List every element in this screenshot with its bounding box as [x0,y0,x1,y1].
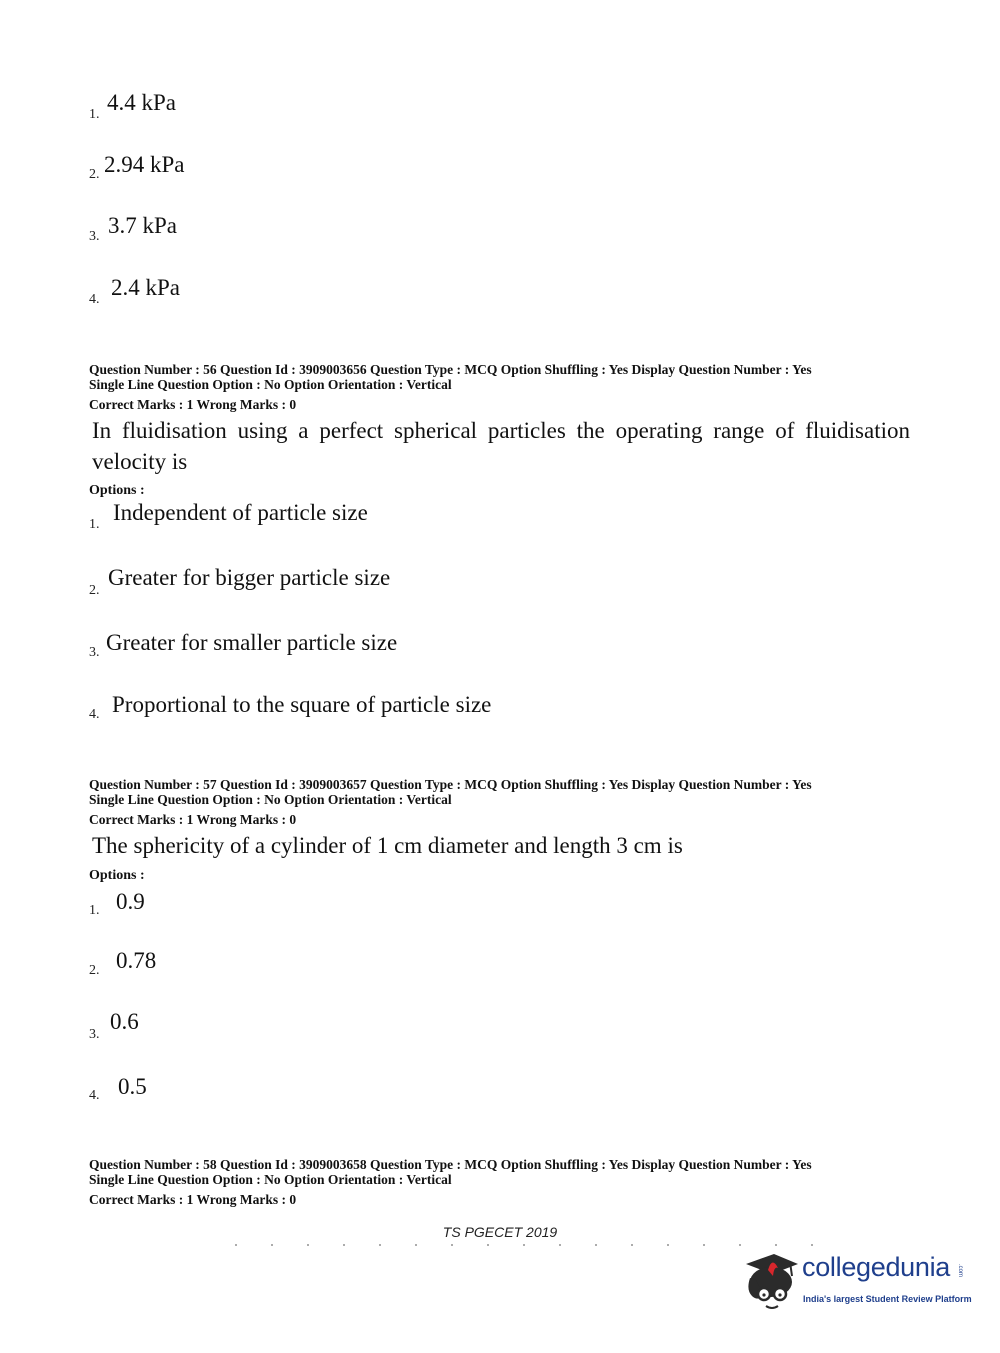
options-label: Options : [89,483,145,498]
option-text: 4.4 kPa [107,90,176,115]
option-number: 3. [89,645,100,660]
option-number: 1. [89,903,100,918]
page-footer: TS PGECET 2019 [442,1224,558,1240]
question-marks: Correct Marks : 1 Wrong Marks : 0 [89,812,297,827]
question-marks: Correct Marks : 1 Wrong Marks : 0 [89,1192,297,1207]
option-number: 4. [89,292,100,307]
option-text: 0.6 [110,1009,139,1034]
option-number: 2. [89,583,100,598]
graduate-mascot-icon [740,1250,802,1312]
question-meta: Question Number : 56 Question Id : 3909003656 Question Type : MCQ Option Shuffling : Yes Display Question Number : Yes [89,362,812,377]
option-text: 2.94 kPa [104,152,185,177]
option-number: 1. [89,517,100,532]
option-text: Proportional to the square of particle size [112,692,492,717]
option-text: 3.7 kPa [108,213,177,238]
footer-divider [235,1244,825,1246]
question-meta: Question Number : 57 Question Id : 3909003657 Question Type : MCQ Option Shuffling : Yes Display Question Number : Yes [89,777,812,792]
question-meta-line2: Single Line Question Option : No Option Orientation : Vertical [89,1172,452,1187]
option-number: 3. [89,1027,100,1042]
logo-tagline: India's largest Student Review Platform [803,1294,972,1304]
option-number: 4. [89,1088,100,1103]
option-text: 0.78 [116,948,157,973]
question-marks: Correct Marks : 1 Wrong Marks : 0 [89,397,297,412]
option-number: 1. [89,107,100,122]
option-text: 0.9 [116,889,145,914]
options-label: Options : [89,868,145,883]
option-text: 2.4 kPa [111,275,180,300]
question-text: In fluidisation using a perfect spherical particles the operating range of fluidisation velocity is [92,418,910,474]
collegedunia-logo [740,1250,970,1312]
option-text: 0.5 [118,1074,147,1099]
logo-wordmark: collegedunia [802,1252,951,1282]
option-number: 2. [89,963,100,978]
question-meta-line2: Single Line Question Option : No Option Orientation : Vertical [89,377,452,392]
option-number: 2. [89,167,100,182]
option-number: 3. [89,229,100,244]
option-text: Independent of particle size [113,500,368,525]
question-meta: Question Number : 58 Question Id : 3909003658 Question Type : MCQ Option Shuffling : Yes Display Question Number : Yes [89,1157,812,1172]
logo-suffix: .com [957,1264,963,1278]
option-text: Greater for smaller particle size [106,630,398,655]
question-text: The sphericity of a cylinder of 1 cm diameter and length 3 cm is [92,833,683,858]
option-number: 4. [89,707,100,722]
option-text: Greater for bigger particle size [108,565,391,590]
question-meta-line2: Single Line Question Option : No Option Orientation : Vertical [89,792,452,807]
